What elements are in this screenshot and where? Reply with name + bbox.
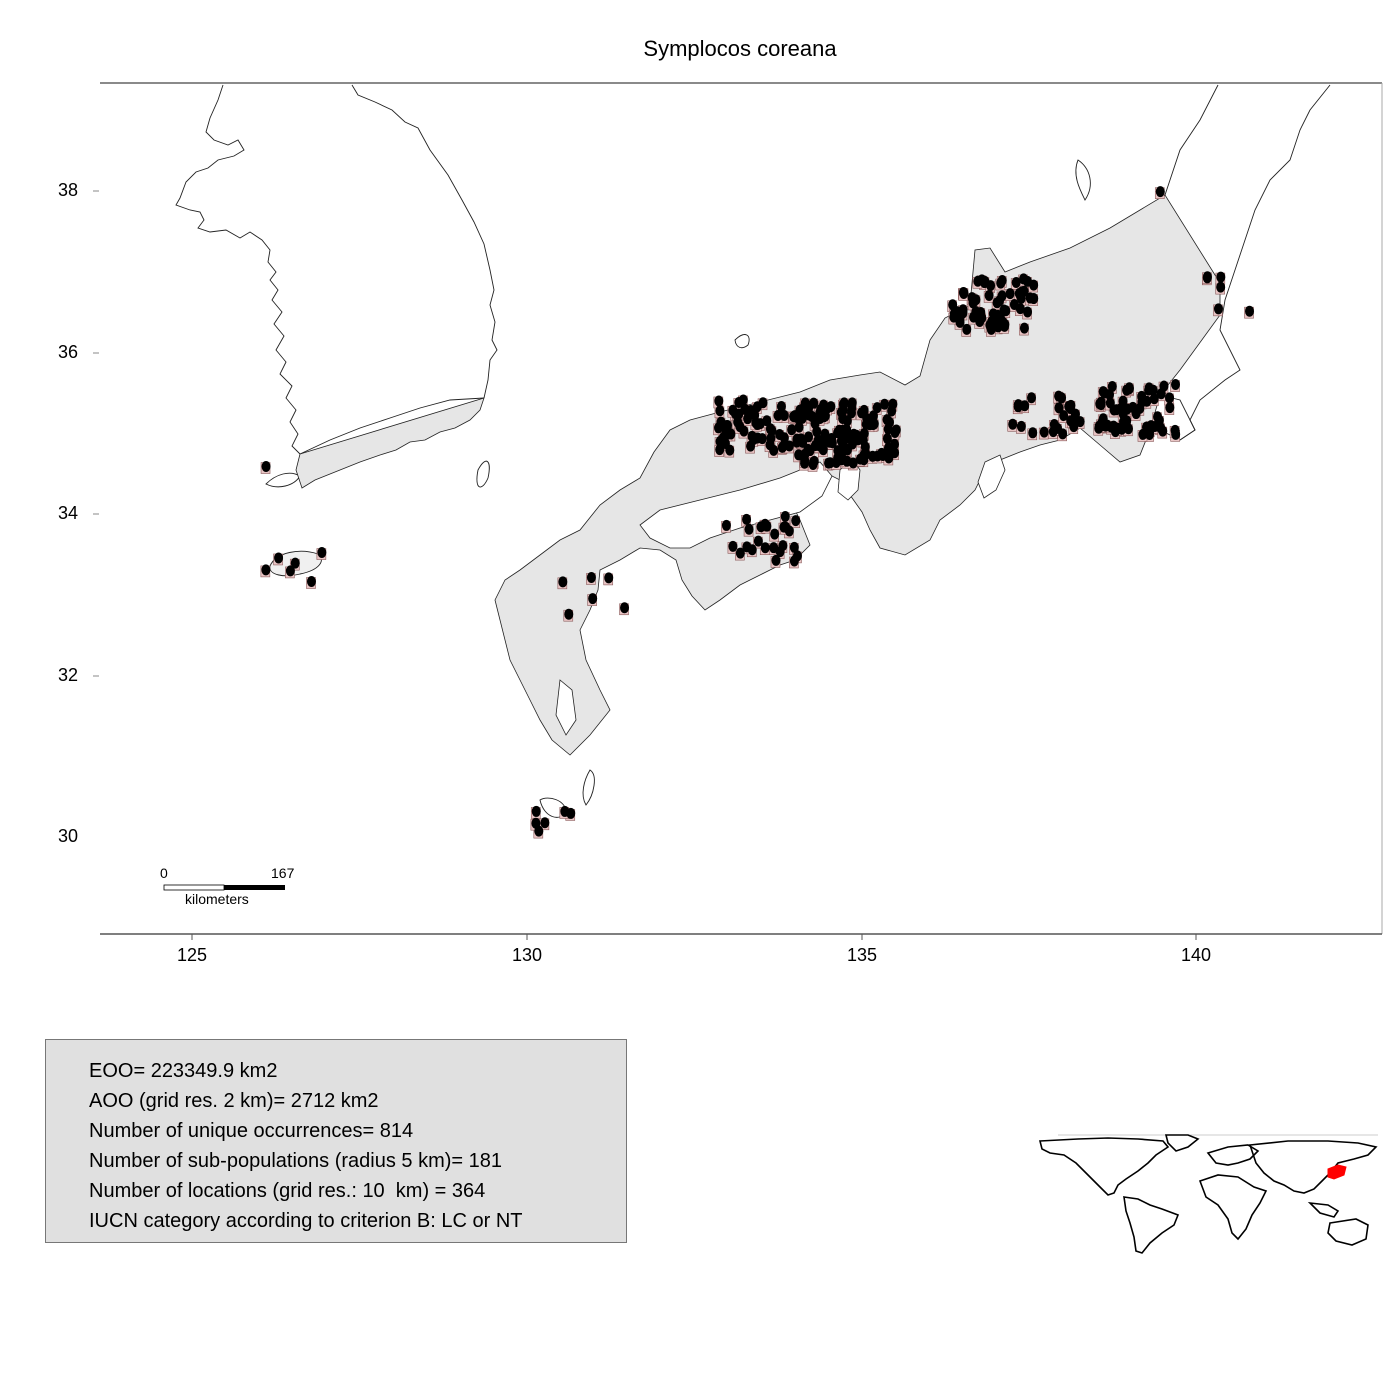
scale-bar-unit-label: kilometers [185,891,249,907]
scale-bar [164,885,285,890]
y-tick-label: 38 [57,180,78,200]
stats-panel [45,1039,627,1243]
iucn-category-stat: IUCN category according to criterion B: LC or NT [89,1210,523,1232]
unique-occurrences-stat: Number of unique occurrences= 814 [89,1120,414,1142]
x-tick-label: 135 [846,945,878,965]
y-tick-label: 32 [57,665,78,685]
x-tick-label: 140 [1180,945,1212,965]
y-tick-label: 34 [57,503,78,523]
y-axis-ticks [93,191,99,676]
world-inset-map [1038,1133,1382,1259]
y-tick-label: 36 [57,342,78,362]
x-tick-label: 130 [511,945,543,965]
scale-bar-end-label: 167 [271,865,295,881]
x-axis-ticks [192,934,1196,940]
scale-bar-start-label: 0 [160,865,168,881]
locations-stat: Number of locations (grid res.: 10 km) = 364 [89,1180,486,1202]
y-tick-label: 30 [57,826,78,846]
sub-populations-stat: Number of sub-populations (radius 5 km)= 181 [89,1150,502,1172]
eoo-stat: EOO= 223349.9 km2 [89,1060,278,1082]
x-tick-label: 125 [176,945,208,965]
aoo-stat: AOO (grid res. 2 km)= 2712 km2 [89,1090,379,1112]
map-title: Symplocos coreana [643,36,837,61]
species-range-highlight [1328,1165,1346,1179]
